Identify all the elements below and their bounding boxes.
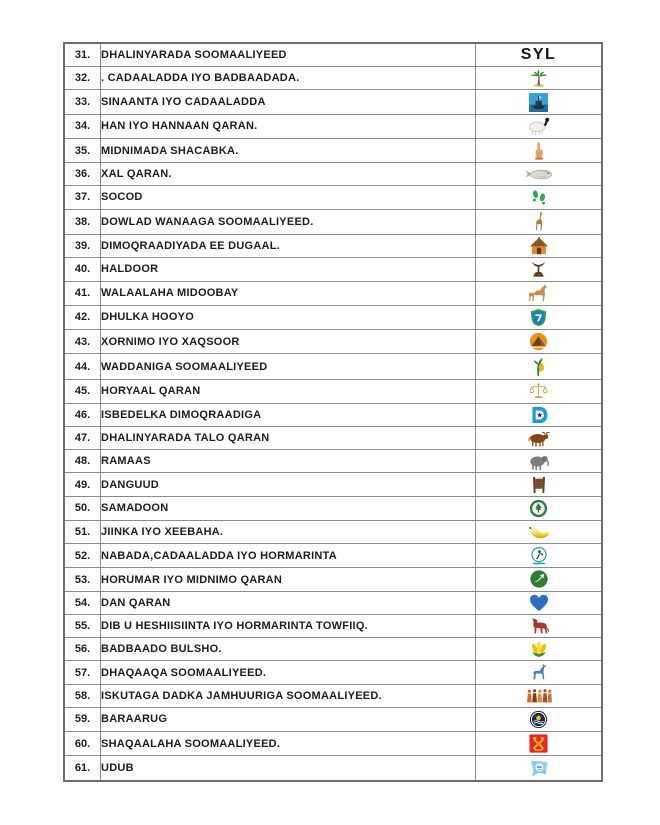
row-number-cell: 43. bbox=[64, 330, 101, 354]
heart-icon bbox=[529, 594, 549, 612]
party-symbol-cell bbox=[476, 379, 603, 403]
table-row bbox=[64, 209, 602, 234]
party-symbol-cell bbox=[476, 615, 603, 638]
shield-icon bbox=[530, 308, 547, 327]
party-name-cell: HALDOOR bbox=[101, 258, 476, 281]
table-row bbox=[64, 661, 602, 684]
party-symbol-cell bbox=[476, 186, 603, 209]
party-symbol-cell bbox=[476, 163, 603, 186]
pyramid-circle-icon bbox=[529, 332, 548, 351]
row-number-cell: 32. bbox=[64, 67, 101, 90]
party-name-cell: WADDANIGA SOOMAALIYEED bbox=[101, 354, 476, 379]
party-name-cell: DHALINYARADA TALO QARAN bbox=[101, 427, 476, 450]
party-symbol-cell bbox=[476, 544, 603, 568]
table-row bbox=[64, 544, 602, 568]
row-number-cell: 35. bbox=[64, 139, 101, 163]
table-row bbox=[64, 379, 602, 403]
party-name-cell: NABADA,CADAALADDA IYO HORMARINTA bbox=[101, 544, 476, 568]
row-number-cell: 52. bbox=[64, 544, 101, 568]
party-name-cell: SHAQAALAHA SOOMAALIYEED. bbox=[101, 732, 476, 756]
pointing-finger-icon bbox=[533, 141, 545, 160]
table-row bbox=[64, 90, 602, 114]
party-name-cell: XAL QARAN. bbox=[101, 163, 476, 186]
table-row bbox=[64, 427, 602, 450]
palm-tree-icon bbox=[529, 69, 549, 87]
table-row bbox=[64, 258, 602, 281]
party-name-cell: RAMAAS bbox=[101, 450, 476, 473]
party-table bbox=[63, 42, 603, 782]
table-row bbox=[64, 163, 602, 186]
row-number-cell: 60. bbox=[64, 732, 101, 756]
party-symbol-cell bbox=[476, 661, 603, 684]
party-name-cell: HORUMAR IYO MIDNIMO QARAN bbox=[101, 568, 476, 591]
party-symbol-cell bbox=[476, 568, 603, 591]
table-row bbox=[64, 496, 602, 520]
row-number-cell: 61. bbox=[64, 756, 101, 781]
row-number-cell: 37. bbox=[64, 186, 101, 209]
party-symbol-cell bbox=[476, 330, 603, 354]
party-name-cell: HAN IYO HANNAAN QARAN. bbox=[101, 114, 476, 138]
table-row bbox=[64, 638, 602, 661]
table-row bbox=[64, 354, 602, 379]
row-number-cell: 58. bbox=[64, 684, 101, 707]
party-name-cell: SOCOD bbox=[101, 186, 476, 209]
party-name-cell: ISBEDELKA DIMOQRAADIGA bbox=[101, 404, 476, 427]
row-number-cell: 45. bbox=[64, 379, 101, 403]
row-number-cell: 38. bbox=[64, 209, 101, 234]
antelope-icon bbox=[530, 663, 548, 681]
party-name-cell: WALAALAHA MIDOOBAY bbox=[101, 281, 476, 305]
table-row bbox=[64, 404, 602, 427]
party-name-cell: DIB U HESHIISIINTA IYO HORMARINTA TOWFIIQ. bbox=[101, 615, 476, 638]
table-row bbox=[64, 235, 602, 258]
party-symbol-cell bbox=[476, 496, 603, 520]
party-symbol-cell bbox=[476, 43, 603, 67]
row-number-cell: 40. bbox=[64, 258, 101, 281]
party-name-cell: DOWLAD WANAAGA SOOMAALIYEED. bbox=[101, 209, 476, 234]
party-symbol-cell bbox=[476, 209, 603, 234]
row-number-cell: 51. bbox=[64, 521, 101, 544]
table-row bbox=[64, 305, 602, 329]
bananas-icon bbox=[528, 524, 550, 539]
party-symbol-cell bbox=[476, 235, 603, 258]
people-group-icon bbox=[526, 688, 552, 704]
footprints-icon bbox=[531, 188, 547, 206]
table-row bbox=[64, 186, 602, 209]
row-number-cell: 55. bbox=[64, 615, 101, 638]
party-name-cell: DANGUUD bbox=[101, 473, 476, 496]
bull-icon bbox=[527, 430, 551, 447]
table-row bbox=[64, 684, 602, 707]
row-number-cell: 56. bbox=[64, 638, 101, 661]
row-number-cell: 46. bbox=[64, 404, 101, 427]
row-number-cell: 39. bbox=[64, 235, 101, 258]
table-row bbox=[64, 139, 602, 163]
table-row bbox=[64, 521, 602, 544]
party-symbol-cell bbox=[476, 473, 603, 496]
party-name-cell: BADBAADO BULSHO. bbox=[101, 638, 476, 661]
row-number-cell: 57. bbox=[64, 661, 101, 684]
party-name-cell: SAMADOON bbox=[101, 496, 476, 520]
party-symbol-cell bbox=[476, 638, 603, 661]
party-symbol-cell bbox=[476, 732, 603, 756]
table-row bbox=[64, 615, 602, 638]
row-number-cell: 41. bbox=[64, 281, 101, 305]
row-number-cell: 33. bbox=[64, 90, 101, 114]
party-symbol-cell bbox=[476, 305, 603, 329]
maize-plant-icon bbox=[531, 357, 546, 377]
row-number-cell: 44. bbox=[64, 354, 101, 379]
party-symbol-cell bbox=[476, 427, 603, 450]
udub-flag-icon bbox=[529, 759, 548, 778]
party-name-cell: DHALINYARADA SOOMAALIYEED bbox=[101, 43, 476, 67]
fish-icon bbox=[524, 167, 553, 181]
row-number-cell: 34. bbox=[64, 114, 101, 138]
corn-icon bbox=[529, 641, 549, 658]
party-symbol-cell bbox=[476, 756, 603, 781]
wooden-stool-icon bbox=[531, 476, 547, 494]
table-row bbox=[64, 281, 602, 305]
party-name-cell: DHAQAAQA SOOMAALIYEED. bbox=[101, 661, 476, 684]
party-name-cell: ISKUTAGA DADKA JAMHUURIGA SOOMAALIYEED. bbox=[101, 684, 476, 707]
party-symbol-cell bbox=[476, 684, 603, 707]
row-number-cell: 31. bbox=[64, 43, 101, 67]
syl-text: SYL bbox=[520, 46, 557, 64]
horse-icon bbox=[528, 617, 550, 635]
table-row bbox=[64, 568, 602, 591]
party-name-cell: JIINKA IYO XEEBAHA. bbox=[101, 521, 476, 544]
table-row bbox=[64, 756, 602, 781]
row-number-cell: 48. bbox=[64, 450, 101, 473]
table-row bbox=[64, 114, 602, 138]
sun-wave-seal-icon bbox=[529, 710, 548, 729]
table-row bbox=[64, 330, 602, 354]
hut-icon bbox=[529, 237, 549, 255]
table-body bbox=[64, 43, 602, 781]
row-number-cell: 47. bbox=[64, 427, 101, 450]
headrest-icon bbox=[530, 261, 547, 278]
party-name-cell: XORNIMO IYO XAQSOOR bbox=[101, 330, 476, 354]
party-name-cell: BARAARUG bbox=[101, 707, 476, 731]
row-number-cell: 36. bbox=[64, 163, 101, 186]
party-symbol-cell bbox=[476, 591, 603, 614]
party-symbol-cell bbox=[476, 114, 603, 138]
table-row bbox=[64, 450, 602, 473]
row-number-cell: 53. bbox=[64, 568, 101, 591]
party-symbol-cell bbox=[476, 281, 603, 305]
party-symbol-cell bbox=[476, 139, 603, 163]
crossed-tools-icon bbox=[529, 734, 548, 753]
party-symbol-cell bbox=[476, 521, 603, 544]
giraffe-icon bbox=[533, 212, 545, 232]
row-number-cell: 59. bbox=[64, 707, 101, 731]
d-star-logo-icon bbox=[530, 406, 548, 424]
table-row bbox=[64, 732, 602, 756]
scales-icon bbox=[529, 382, 548, 401]
row-number-cell: 42. bbox=[64, 305, 101, 329]
sheep-icon bbox=[527, 117, 550, 136]
ship-icon bbox=[529, 93, 548, 112]
party-name-cell: DIMOQRAADIYADA EE DUGAAL. bbox=[101, 235, 476, 258]
table-row bbox=[64, 473, 602, 496]
table-row bbox=[64, 707, 602, 731]
table-row bbox=[64, 67, 602, 90]
party-symbol-cell bbox=[476, 90, 603, 114]
party-symbol-cell bbox=[476, 258, 603, 281]
elephant-icon bbox=[528, 453, 550, 470]
row-number-cell: 54. bbox=[64, 591, 101, 614]
row-number-cell: 49. bbox=[64, 473, 101, 496]
party-name-cell: UDUB bbox=[101, 756, 476, 781]
party-name-cell: HORYAAL QARAN bbox=[101, 379, 476, 403]
party-name-cell: . CADAALADDA IYO BADBAADADA. bbox=[101, 67, 476, 90]
row-number-cell: 50. bbox=[64, 496, 101, 520]
party-name-cell: MIDNIMADA SHACABKA. bbox=[101, 139, 476, 163]
camel-icon bbox=[526, 284, 552, 303]
party-symbol-cell bbox=[476, 404, 603, 427]
peace-seal-icon bbox=[530, 546, 548, 565]
table-row bbox=[64, 43, 602, 67]
party-symbol-cell bbox=[476, 354, 603, 379]
party-name-cell: DHULKA HOOYO bbox=[101, 305, 476, 329]
table-row bbox=[64, 591, 602, 614]
tree-seal-icon bbox=[529, 499, 548, 518]
party-symbol-cell bbox=[476, 707, 603, 731]
party-name-cell: DAN QARAN bbox=[101, 591, 476, 614]
arrow-circle-icon bbox=[530, 570, 548, 588]
party-symbol-cell bbox=[476, 67, 603, 90]
party-symbol-cell bbox=[476, 450, 603, 473]
party-name-cell: SINAANTA IYO CADAALADDA bbox=[101, 90, 476, 114]
